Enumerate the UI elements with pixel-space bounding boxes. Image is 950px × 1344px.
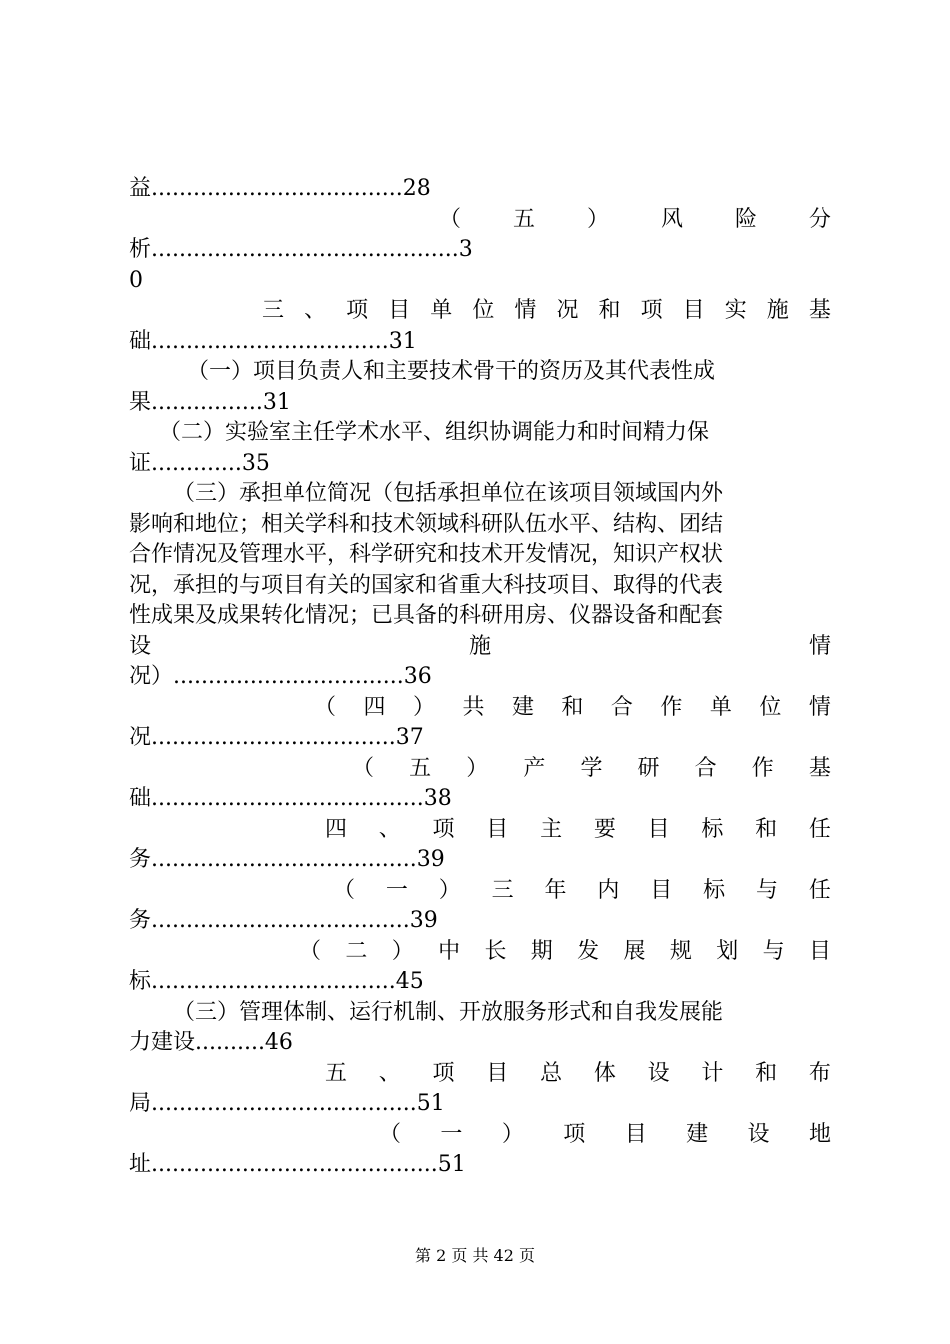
toc-heading-industry-cooperation: （ 五 ） 产 学 研 合 作 基 xyxy=(352,755,831,781)
toc-line: 性成果及成果转化情况；已具备的科研用房、仪器设备和配套 xyxy=(129,603,724,628)
toc-heading-site-address: （ 一 ） 项 目 建 设 地 xyxy=(379,1121,831,1147)
toc-heading-section-3: 三 、 项 目 单 位 情 况 和 项 目 实 施 基 xyxy=(262,298,831,323)
toc-line: 础.......................................38 xyxy=(129,786,452,811)
toc-line: 果................31 xyxy=(129,389,291,415)
toc-line: 务.....................................39 xyxy=(129,908,438,933)
page-footer: 第 2 页 共 42 页 xyxy=(415,1246,535,1265)
toc-line: 况...................................37 xyxy=(129,725,424,750)
table-of-contents xyxy=(129,174,831,1181)
toc-line: 况，承担的与项目有关的国家和省重大科技项目、取得的代表 xyxy=(129,572,724,598)
toc-line: 力建设..........46 xyxy=(129,1030,293,1055)
toc-heading-facilities: 设 施 情 xyxy=(129,633,831,659)
toc-heading-long-term-plan: （ 二 ） 中 长 期 发 展 规 划 与 目 xyxy=(299,938,831,964)
toc-line: 址.........................................51 xyxy=(129,1152,466,1177)
toc-line: 局......................................51 xyxy=(129,1091,445,1116)
toc-line: 0 xyxy=(129,267,143,293)
toc-heading-section-5: 五 、 项 目 总 体 设 计 和 布 xyxy=(325,1060,831,1086)
toc-line: （三）管理体制、运行机制、开放服务形式和自我发展能 xyxy=(173,999,724,1025)
toc-heading-three-year-goals: （ 一 ） 三 年 内 目 标 与 任 xyxy=(333,877,831,903)
toc-line: （二）实验室主任学术水平、组织协调能力和时间精力保 xyxy=(159,420,710,445)
toc-line: 标...................................45 xyxy=(129,969,424,994)
toc-line: （一）项目负责人和主要技术骨干的资历及其代表性成 xyxy=(187,359,716,384)
toc-line: 合作情况及管理水平，科学研究和技术开发情况，知识产权状 xyxy=(129,542,724,567)
toc-line: 础..................................31 xyxy=(129,328,417,354)
toc-line: 影响和地位；相关学科和技术领域科研队伍水平、结构、团结 xyxy=(129,511,724,537)
toc-line: 证.............35 xyxy=(129,450,270,476)
toc-heading-partners: （ 四 ） 共 建 和 合 作 单 位 情 xyxy=(314,694,831,720)
toc-heading-risk-analysis: （ 五 ） 风 险 分 xyxy=(439,206,831,232)
toc-line: （三）承担单位简况（包括承担单位在该项目领域国内外 xyxy=(173,481,724,506)
toc-line: 况）.................................36 xyxy=(129,664,432,689)
toc-heading-section-4: 四 、 项 目 主 要 目 标 和 任 xyxy=(325,816,831,842)
toc-line: 益....................................28 xyxy=(129,176,431,201)
toc-line: 务......................................39 xyxy=(129,847,445,872)
toc-line: 析............................................3 xyxy=(129,237,473,262)
